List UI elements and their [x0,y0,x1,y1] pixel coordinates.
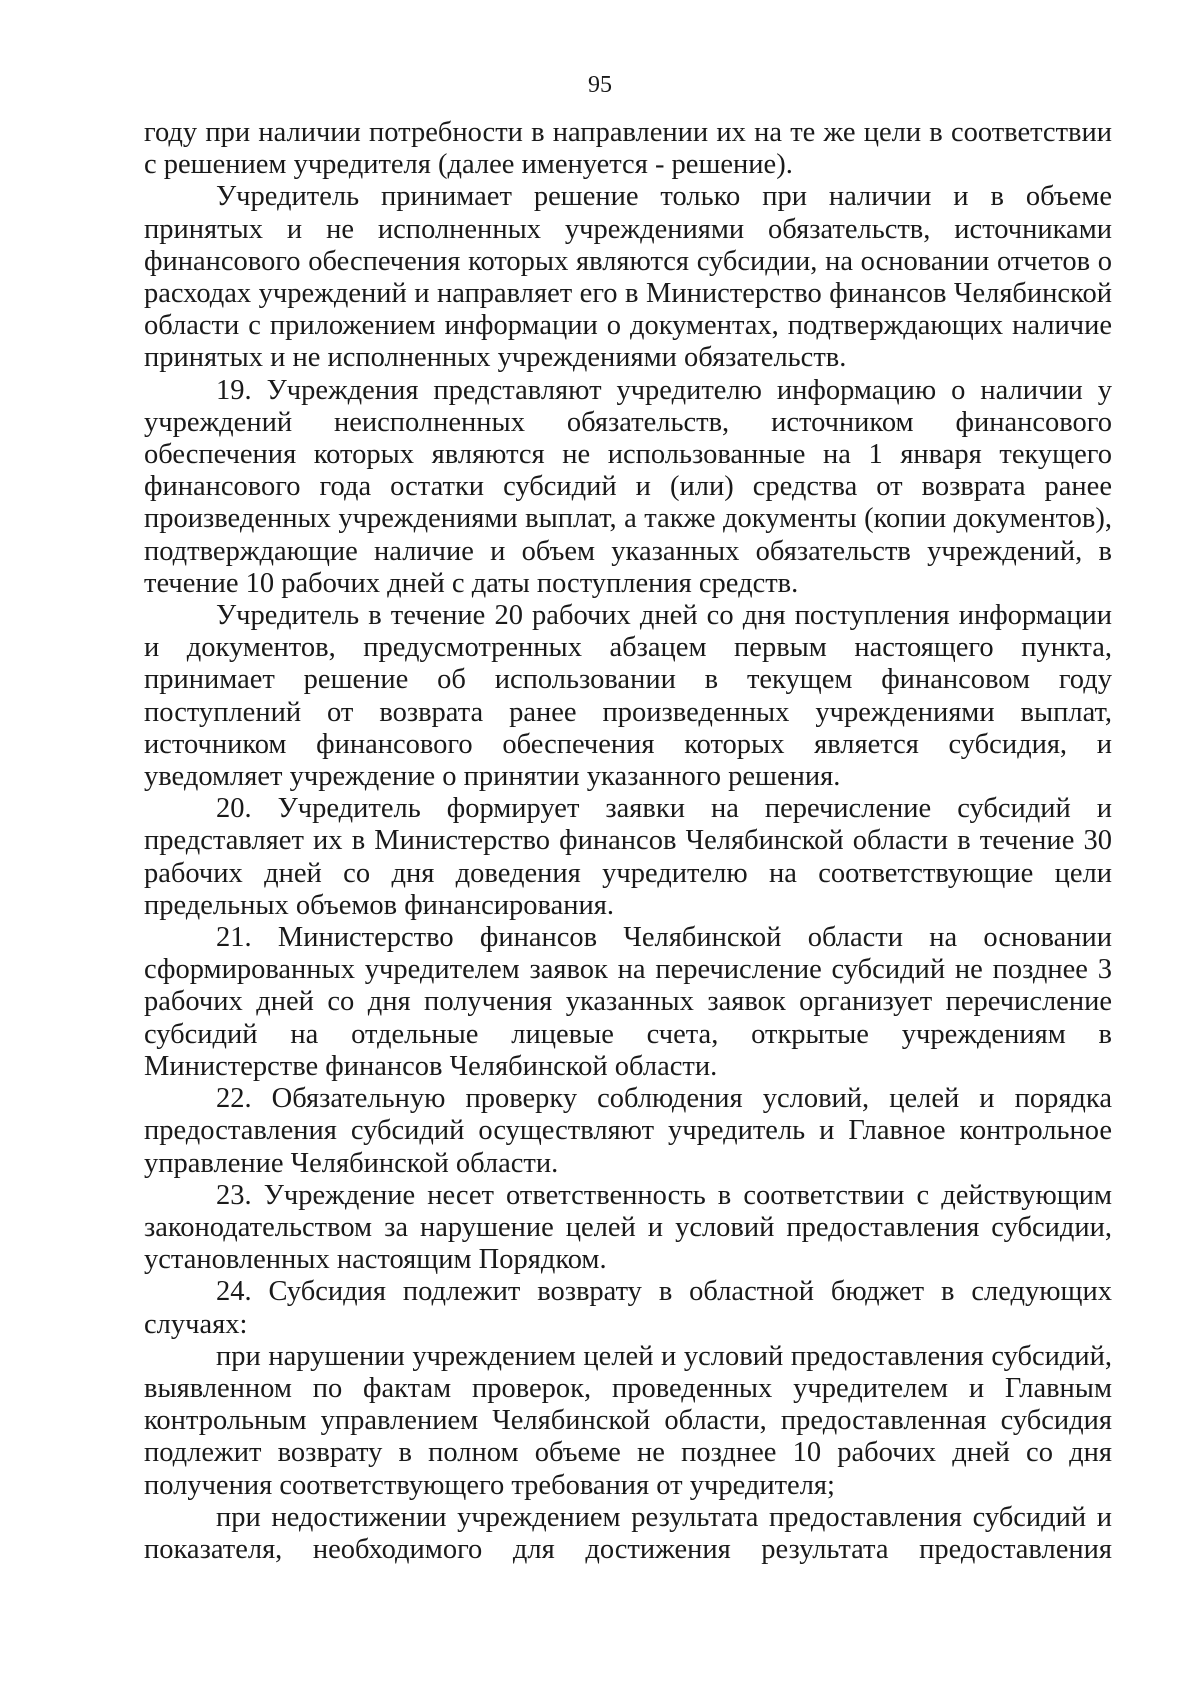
paragraph-founder-decision: Учредитель принимает решение только при наличии и в объеме принятых и не исполненных учреждениями обязательств, источниками финансового обеспечения которых являются субсидии, на основании отчетов о расходах учреждений и направляет его в Министерство финансов Челябинской области с приложением информации о документах, подтверждающих наличие принятых и не исполненных учреждениями обязательств. [144,181,1112,374]
paragraph-non-achievement-case: при недостижении учреждением результата предоставления субсидий и показателя, необходимого для достижения результата предоставления [144,1501,1112,1565]
paragraph-item-24: 24. Субсидия подлежит возврату в областной бюджет в следующих случаях: [144,1276,1112,1340]
paragraph-item-20: 20. Учредитель формирует заявки на перечисление субсидий и представляет их в Министерство финансов Челябинской области в течение 30 рабочих дней со дня доведения учредителю на соответствующие цели предельных объемов финансирования. [144,793,1112,921]
paragraph-continuation: году при наличии потребности в направлении их на те же цели в соответствии с решением учредителя (далее именуется - решение). [144,117,1112,181]
document-body [144,117,1112,1566]
paragraph-item-23: 23. Учреждение несет ответственность в соответствии с действующим законодательством за нарушение целей и условий предоставления субсидии, установленных настоящим Порядком. [144,1179,1112,1276]
paragraph-item-21: 21. Министерство финансов Челябинской области на основании сформированных учредителем заявок на перечисление субсидий не позднее 3 рабочих дней со дня получения указанных заявок организует перечисление субсидий на отдельные лицевые счета, открытые учреждениям в Министерстве финансов Челябинской области. [144,922,1112,1082]
paragraph-item-19: 19. Учреждения представляют учредителю информацию о наличии у учреждений неисполненных обязательств, источником финансового обеспечения которых являются не использованные на 1 января текущего финансового года остатки субсидий и (или) средства от возврата ранее произведенных учреждениями выплат, а также документы (копии документов), подтверждающие наличие и объем указанных обязательств учреждений, в течение 10 рабочих дней с даты поступления средств. [144,374,1112,599]
paragraph-founder-20-days: Учредитель в течение 20 рабочих дней со дня поступления информации и документов, предусмотренных абзацем первым настоящего пункта, принимает решение об использовании в текущем финансовом году поступлений от возврата ранее произведенных учреждениями выплат, источником финансового обеспечения которых является субсидия, и уведомляет учреждение о принятии указанного решения. [144,600,1112,793]
paragraph-violation-case: при нарушении учреждением целей и условий предоставления субсидий, выявленном по фактам проверок, проведенных учредителем и Главным контрольным управлением Челябинской области, предоставленная субсидия подлежит возврату в полном объеме не позднее 10 рабочих дней со дня получения соответствующего требования от учредителя; [144,1340,1112,1501]
page-number: 95 [588,72,612,98]
paragraph-item-22: 22. Обязательную проверку соблюдения условий, целей и порядка предоставления субсидий осуществляют учредитель и Главное контрольное управление Челябинской области. [144,1083,1112,1179]
